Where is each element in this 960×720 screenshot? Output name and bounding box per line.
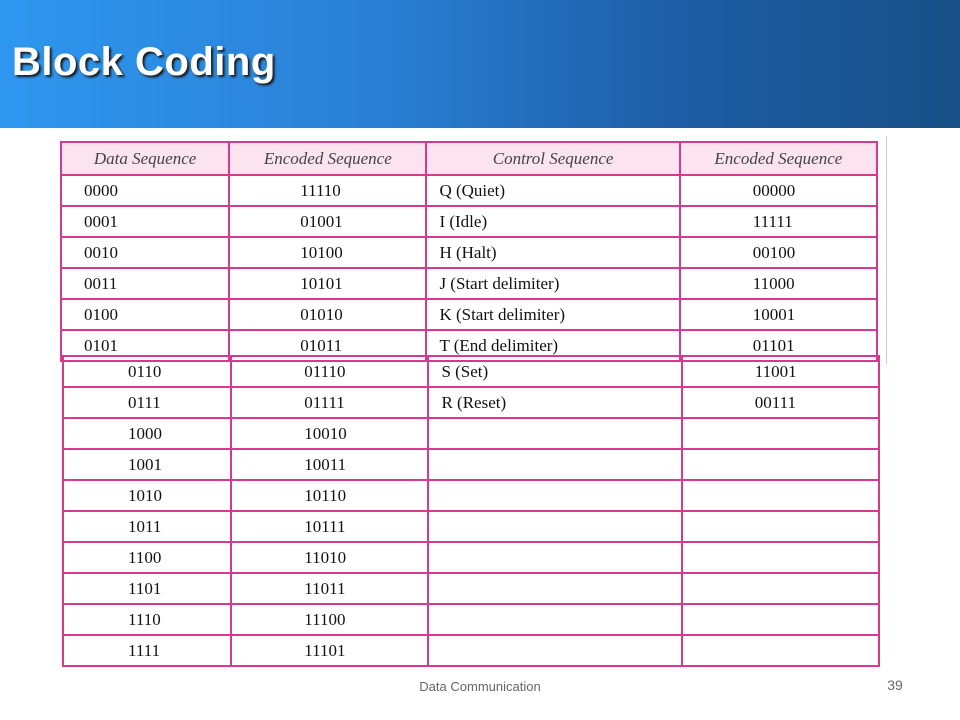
encoded-sequence-cell: 11110 [229,175,426,206]
control-encoded-cell: 11001 [682,356,879,387]
control-encoded-cell [682,449,879,480]
encoded-sequence-cell: 10101 [229,268,426,299]
table-row [63,573,879,604]
table-row [63,511,879,542]
control-sequence-cell: R (Reset) [428,387,681,418]
encoded-sequence-cell: 01011 [229,330,426,361]
control-sequence-cell [428,480,681,511]
table-row [63,635,879,666]
control-encoded-cell [682,635,879,666]
encoded-sequence-cell: 11101 [231,635,428,666]
control-encoded-cell [682,604,879,635]
table-row [61,299,877,330]
control-encoded-cell [682,480,879,511]
page-number: 39 [887,677,903,693]
encoded-sequence-cell: 01010 [229,299,426,330]
header-control-sequence: Control Sequence [426,142,679,175]
control-encoded-cell [682,542,879,573]
data-sequence-cell: 0011 [61,268,229,299]
encoded-sequence-cell: 10110 [231,480,428,511]
table-row [61,175,877,206]
control-sequence-cell [428,604,681,635]
data-sequence-cell: 1000 [63,418,231,449]
table-row [63,449,879,480]
encoded-sequence-cell: 01001 [229,206,426,237]
table-row [63,418,879,449]
control-sequence-cell: K (Start delimiter) [426,299,679,330]
control-sequence-cell [428,573,681,604]
control-encoded-cell [682,573,879,604]
table-row [61,268,877,299]
slide-title: Block Coding [12,40,276,84]
encoded-sequence-cell: 01110 [231,356,428,387]
data-sequence-cell: 1110 [63,604,231,635]
data-sequence-cell: 1101 [63,573,231,604]
control-sequence-cell: H (Halt) [426,237,679,268]
control-sequence-cell [428,418,681,449]
block-coding-table-bottom [62,355,880,667]
encoded-sequence-cell: 10100 [229,237,426,268]
control-encoded-cell [682,418,879,449]
control-encoded-cell: 00111 [682,387,879,418]
header-control-encoded-sequence: Encoded Sequence [680,142,877,175]
data-sequence-cell: 0100 [61,299,229,330]
table-row [63,480,879,511]
control-sequence-cell [428,511,681,542]
encoded-sequence-cell: 11100 [231,604,428,635]
control-sequence-cell: S (Set) [428,356,681,387]
table-row [63,542,879,573]
control-encoded-cell: 10001 [680,299,877,330]
control-sequence-cell: J (Start delimiter) [426,268,679,299]
data-sequence-cell: 0110 [63,356,231,387]
encoded-sequence-cell: 10010 [231,418,428,449]
table-row [63,356,879,387]
data-sequence-cell: 0000 [61,175,229,206]
control-sequence-cell [428,542,681,573]
encoded-sequence-cell: 11010 [231,542,428,573]
data-sequence-cell: 1100 [63,542,231,573]
control-sequence-cell [428,635,681,666]
control-encoded-cell: 11111 [680,206,877,237]
encoded-sequence-cell: 11011 [231,573,428,604]
image-edge-line [886,136,887,364]
data-sequence-cell: 0010 [61,237,229,268]
control-sequence-cell: Q (Quiet) [426,175,679,206]
table-row [61,237,877,268]
control-sequence-cell [428,449,681,480]
table-row [63,387,879,418]
table-row [63,604,879,635]
table-header-row [61,142,877,175]
title-banner [0,0,960,128]
control-sequence-cell: T (End delimiter) [426,330,679,361]
data-sequence-cell: 1001 [63,449,231,480]
data-sequence-cell: 0101 [61,330,229,361]
table-row [61,206,877,237]
control-encoded-cell: 00000 [680,175,877,206]
encoded-sequence-cell: 01111 [231,387,428,418]
control-sequence-cell: I (Idle) [426,206,679,237]
data-sequence-cell: 1111 [63,635,231,666]
data-sequence-cell: 1011 [63,511,231,542]
block-coding-table-top [60,141,878,362]
control-encoded-cell: 11000 [680,268,877,299]
data-sequence-cell: 1010 [63,480,231,511]
encoded-sequence-cell: 10111 [231,511,428,542]
header-encoded-sequence: Encoded Sequence [229,142,426,175]
control-encoded-cell: 01101 [680,330,877,361]
encoded-sequence-cell: 10011 [231,449,428,480]
header-data-sequence: Data Sequence [61,142,229,175]
slide-footer: Data Communication [419,679,541,694]
control-encoded-cell: 00100 [680,237,877,268]
control-encoded-cell [682,511,879,542]
data-sequence-cell: 0001 [61,206,229,237]
data-sequence-cell: 0111 [63,387,231,418]
